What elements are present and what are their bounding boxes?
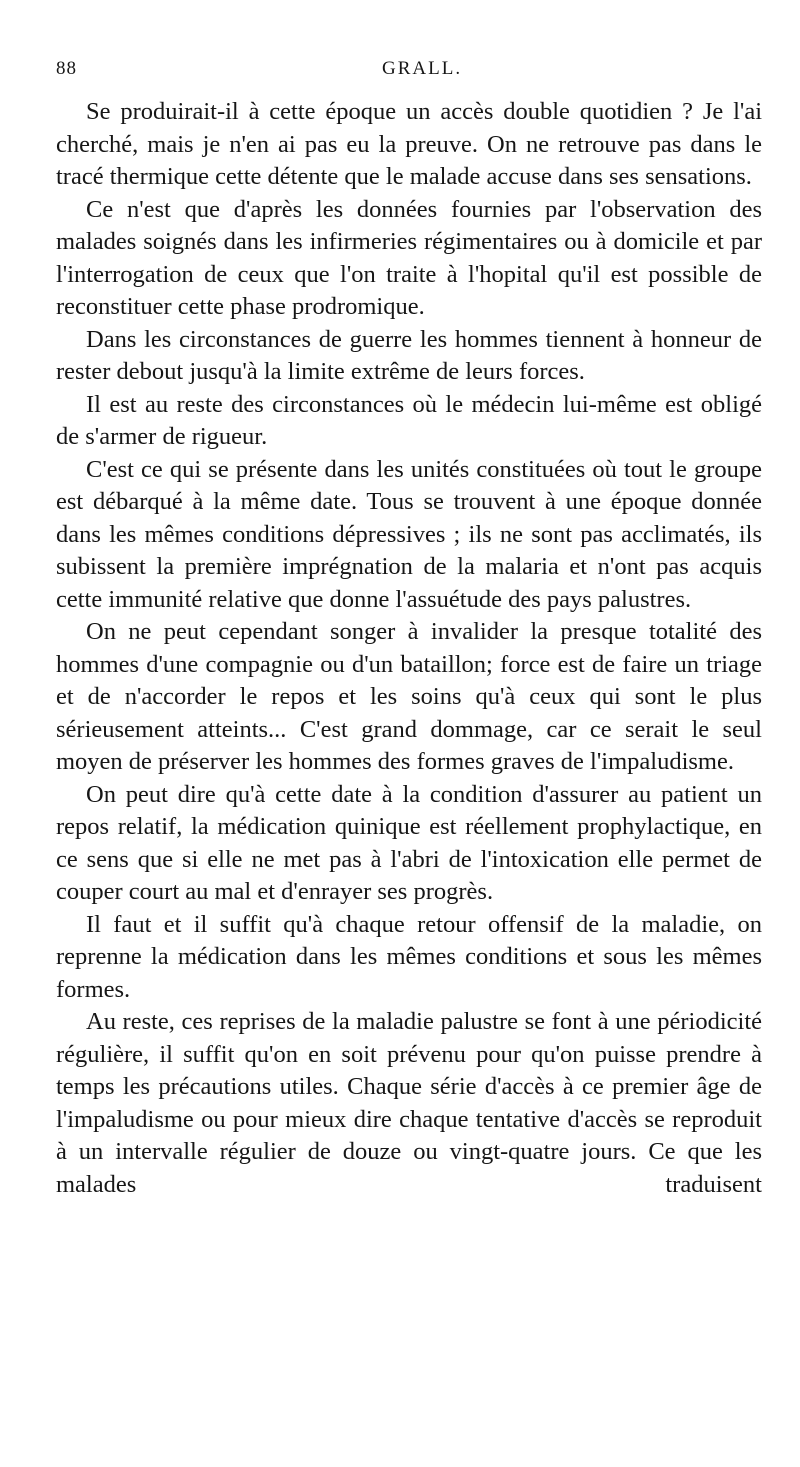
paragraph: Au reste, ces reprises de la maladie palustre se font à une périodicité régulière, il suffit qu'on en soit prévenu pour qu'on puisse prendre à temps les précautions utiles. Chaque série d'accès à ce premier âge de l'impaludisme ou pour mieux dire chaque tentative d'accès se reproduit à un intervalle régulier de douze ou vingt-quatre jours. Ce que les malades traduisent [56,1008,762,1198]
paragraph: Ce n'est que d'après les données fournies par l'observation des malades soignés dans les infirmeries régimentaires ou à domicile et par l'interrogation de ceux que l'on traite à l'hopital qu'il est possible de reconstituer cette phase prodromique. [56,195,762,320]
page-number: 88 [56,58,77,79]
body-text [56,96,762,1201]
paragraph: C'est ce qui se présente dans les unités constituées où tout le groupe est débarqué à la même date. Tous se trouvent à une époque donnée dans les mêmes conditions dépressives ; ils ne sont pas acclimatés, ils subissent la première imprégnation de la malaria et n'ont pas acquis cette immunité relative que donne l'assuétude des pays palustres. [56,455,762,613]
running-head: GRALL. [382,58,463,79]
paragraph: On peut dire qu'à cette date à la condition d'assurer au patient un repos relatif, la médication quinique est réellement prophylactique, en ce sens que si elle ne met pas à l'abri de l'intoxication elle permet de couper court au mal et d'enrayer ses progrès. [56,780,762,905]
paragraph: Se produirait-il à cette époque un accès double quotidien ? Je l'ai cherché, mais je n'en ai pas eu la preuve. On ne retrouve pas dans le tracé thermique cette détente que le malade accuse dans ses sensations. [56,98,762,190]
paragraph: Il est au reste des circonstances où le médecin lui-même est obligé de s'armer de rigueur. [56,390,762,450]
paragraph: Il faut et il suffit qu'à chaque retour offensif de la maladie, on reprenne la médication dans les mêmes conditions et sous les mêmes formes. [56,910,762,1003]
page-header [56,58,762,84]
paragraph: Dans les circonstances de guerre les hommes tiennent à honneur de rester debout jusqu'à la limite extrême de leurs forces. [56,325,762,385]
paragraph: On ne peut cependant songer à invalider la presque totalité des hommes d'une compagnie ou d'un bataillon; force est de faire un triage et de n'accorder le repos et les soins qu'à ceux qui sont le plus sérieusement atteints... C'est grand dommage, car ce serait le seul moyen de préserver les hommes des formes graves de l'impaludisme. [56,618,762,775]
